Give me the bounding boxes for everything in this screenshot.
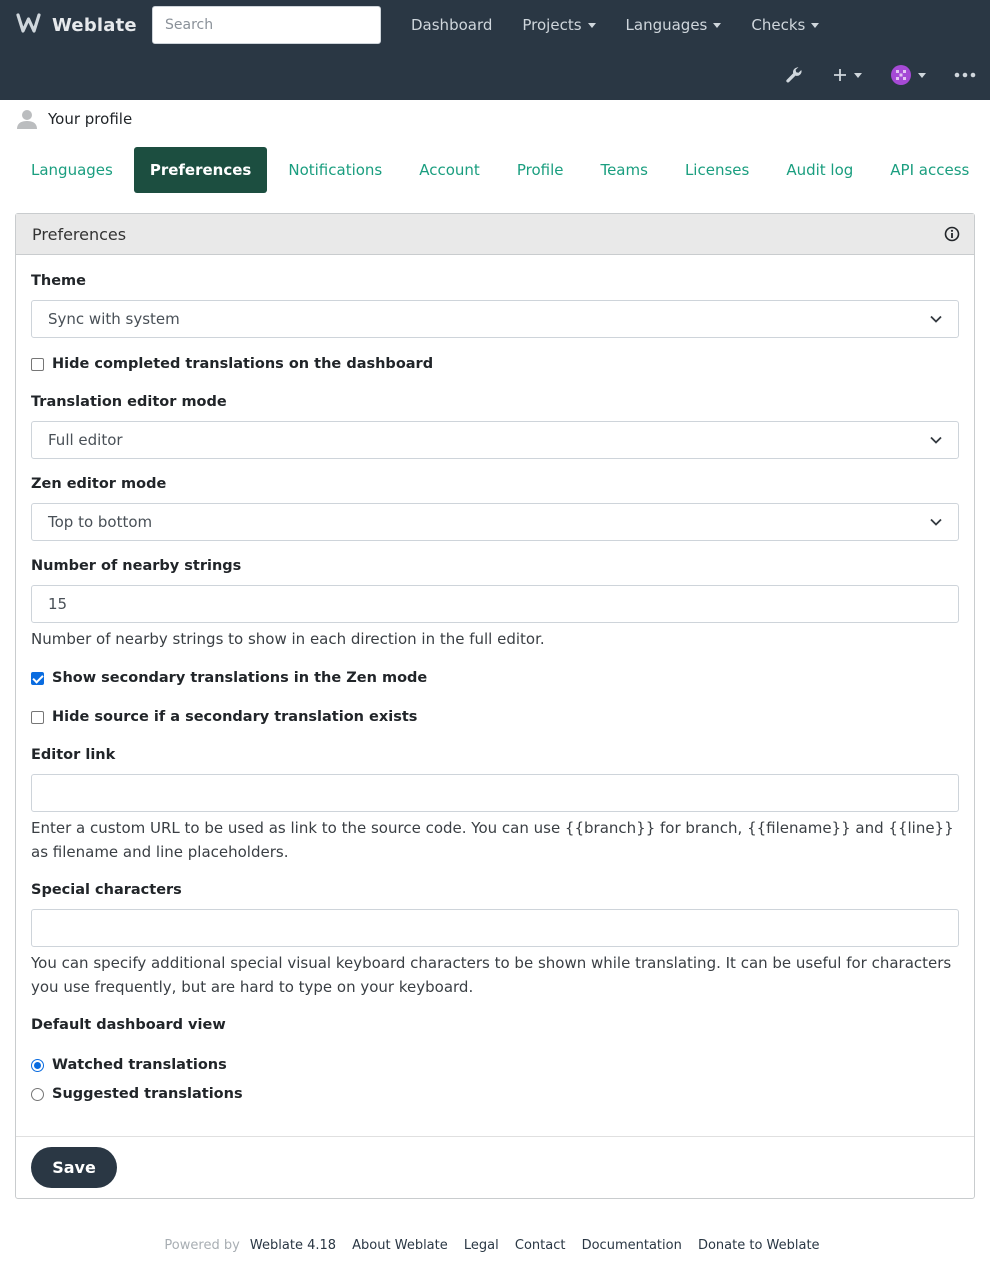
panel-footer: [16, 1136, 974, 1198]
hide-completed-checkbox[interactable]: [31, 356, 433, 372]
tab-api-access[interactable]: API access: [890, 161, 970, 179]
editor-mode-label: Translation editor mode: [31, 394, 227, 410]
hide-source-checkbox[interactable]: [31, 709, 417, 725]
hide-completed-label: Hide completed translations on the dashboard: [52, 356, 434, 372]
user-menu-button[interactable]: [876, 50, 940, 100]
chevron-down-icon: [930, 518, 942, 526]
footer-link-legal[interactable]: Legal: [463, 1238, 499, 1253]
nav-dashboard-label: Dashboard: [411, 16, 493, 34]
radio-unselected[interactable]: [31, 1088, 44, 1101]
theme-select[interactable]: [31, 300, 959, 338]
footer-link-donate[interactable]: Donate to Weblate: [697, 1238, 820, 1253]
show-secondary-checkbox[interactable]: [31, 670, 427, 686]
zen-mode-label: Zen editor mode: [31, 476, 167, 492]
editor-link-help: Enter a custom URL to be used as link to the source code. You can use {{branch}} for branch, {{filename}} and {{line}} as filename and line placeholders.: [31, 819, 954, 861]
dashboard-view-label: Default dashboard view: [31, 1017, 226, 1033]
radio-suggested[interactable]: [31, 1086, 243, 1102]
radio-selected[interactable]: [31, 1059, 44, 1072]
caret-down-icon: [811, 23, 819, 28]
tab-licenses[interactable]: Licenses: [684, 161, 750, 179]
caret-down-icon: [918, 73, 926, 78]
add-menu-button[interactable]: [818, 50, 876, 100]
nav-languages[interactable]: [611, 16, 737, 34]
search-input[interactable]: [152, 6, 381, 44]
zen-mode-value: Top to bottom: [48, 513, 153, 531]
special-chars-help: You can specify additional special visual keyboard characters to be shown while translating. It can be useful for characters you use frequently, but are hard to type on your keyboard.: [31, 954, 952, 996]
powered-by-text: Powered by: [164, 1238, 240, 1253]
checkbox[interactable]: [31, 358, 44, 371]
checkbox[interactable]: [31, 711, 44, 724]
footer-link-contact[interactable]: Contact: [514, 1238, 566, 1253]
info-icon[interactable]: [944, 226, 960, 242]
chevron-down-icon: [930, 315, 942, 323]
top-navbar: [0, 0, 990, 100]
wrench-icon[interactable]: [770, 50, 818, 100]
more-icon[interactable]: [940, 50, 990, 100]
user-icon: [16, 108, 38, 130]
page-title[interactable]: Your profile: [48, 110, 133, 128]
nav-languages-label: Languages: [625, 16, 708, 34]
tab-preferences[interactable]: Preferences: [134, 147, 268, 193]
tab-profile[interactable]: Profile: [516, 161, 564, 179]
radio-suggested-label: Suggested translations: [52, 1086, 243, 1102]
caret-down-icon: [713, 23, 721, 28]
radio-watched-label: Watched translations: [52, 1057, 227, 1073]
nearby-strings-value: 15: [48, 595, 68, 613]
weblate-logo-icon: [15, 12, 42, 38]
preferences-panel: [15, 213, 975, 1199]
caret-down-icon: [854, 73, 862, 78]
caret-down-icon: [588, 23, 596, 28]
brand[interactable]: [15, 10, 137, 40]
nav-projects-label: Projects: [522, 16, 582, 34]
footer-link-version[interactable]: Weblate 4.18: [249, 1238, 337, 1253]
nav-projects[interactable]: [507, 16, 610, 34]
editor-link-label: Editor link: [31, 747, 116, 763]
checkbox-checked[interactable]: [31, 672, 44, 685]
chevron-down-icon: [930, 436, 942, 444]
profile-tabs: [15, 147, 985, 193]
tab-notifications[interactable]: Notifications: [288, 161, 383, 179]
footer-link-about[interactable]: About Weblate: [352, 1238, 448, 1253]
editor-mode-select[interactable]: [31, 421, 959, 459]
tab-audit-log[interactable]: Audit log: [786, 161, 854, 179]
plus-icon: [832, 67, 848, 83]
main-nav: [396, 0, 834, 50]
editor-mode-value: Full editor: [48, 431, 123, 449]
editor-link-input[interactable]: [31, 774, 959, 812]
hide-source-label: Hide source if a secondary translation exists: [52, 709, 418, 725]
avatar-icon: [890, 64, 912, 86]
panel-header: [16, 214, 974, 255]
nav-dashboard[interactable]: [396, 16, 507, 34]
save-button[interactable]: Save: [31, 1147, 117, 1188]
tab-languages[interactable]: Languages: [31, 161, 113, 179]
nearby-strings-help: Number of nearby strings to show in each direction in the full editor.: [31, 630, 545, 648]
nearby-strings-label: Number of nearby strings: [31, 558, 242, 574]
special-chars-input[interactable]: [31, 909, 959, 947]
tab-account[interactable]: Account: [419, 161, 480, 179]
panel-title: Preferences: [32, 224, 127, 244]
zen-mode-select[interactable]: [31, 503, 959, 541]
theme-label: Theme: [31, 273, 86, 289]
nearby-strings-input[interactable]: [31, 585, 959, 623]
brand-name: Weblate: [52, 14, 137, 36]
nav-checks-label: Checks: [751, 16, 806, 34]
nav-checks[interactable]: [736, 16, 834, 34]
theme-value: Sync with system: [48, 310, 180, 328]
show-secondary-label: Show secondary translations in the Zen mode: [52, 670, 428, 686]
tab-teams[interactable]: Teams: [600, 161, 648, 179]
nav-icons: [770, 50, 990, 100]
page-footer: [0, 1238, 990, 1253]
footer-link-documentation[interactable]: Documentation: [581, 1238, 682, 1253]
breadcrumb: [16, 107, 132, 131]
radio-watched[interactable]: [31, 1057, 227, 1073]
special-chars-label: Special characters: [31, 882, 182, 898]
